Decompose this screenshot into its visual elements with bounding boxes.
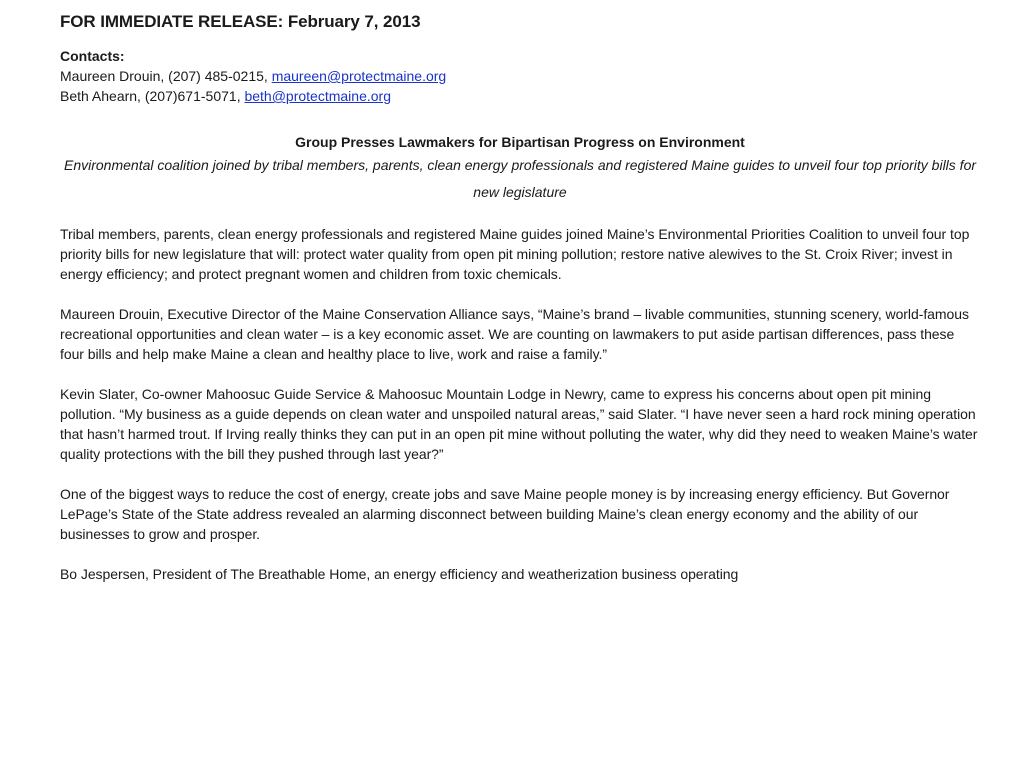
body-paragraph: Tribal members, parents, clean energy professionals and registered Maine guides joined Maine’s Environmental Priorities Coalition to unveil four top priority bills for new legislature that will: protect water quality from open pit mining pollution; restore native alewives to the St. Croix River; invest in energy efficiency; and protect pregnant women and children from toxic chemicals. <box>60 226 970 282</box>
contact-name-phone: Beth Ahearn, (207)671-5071, <box>60 88 245 104</box>
body-paragraph: Kevin Slater, Co-owner Mahoosuc Guide Service & Mahoosuc Mountain Lodge in Newry, came to express his concerns about open pit mining pollution. “My business as a guide depends on clean water and unspoiled natural areas,” said Slater. “I have never seen a hard rock mining operation that hasn’t harmed trout. If Irving really thinks they can put in an open pit mine without polluting the water, why did they need to weaken Maine’s water quality protections with the bill they pushed through last year?” <box>60 386 978 462</box>
contact-email-link[interactable]: maureen@protectmaine.org <box>271 68 447 84</box>
release-date-line: FOR IMMEDIATE RELEASE: February 7, 2013 <box>60 12 421 31</box>
contacts-label: Contacts: <box>60 48 125 64</box>
contact-name-phone: Maureen Drouin, (207) 485-0215, <box>60 68 272 84</box>
contact-email-link[interactable]: beth@protectmaine.org <box>244 88 391 104</box>
contact-line <box>60 86 980 106</box>
body-paragraph: Maureen Drouin, Executive Director of the Maine Conservation Alliance says, “Maine’s brand – livable communities, stunning scenery, world-famous recreational opportunities and clean water – is a key economic asset. We are counting on lawmakers to put aside partisan differences, pass these four bills and help make Maine a clean and healthy place to live, work and raise a family.” <box>60 306 969 362</box>
headline: Group Presses Lawmakers for Bipartisan Progress on Environment <box>295 134 745 150</box>
contacts-block <box>60 46 980 106</box>
body-paragraph: One of the biggest ways to reduce the cost of energy, create jobs and save Maine people money is by increasing energy efficiency. But Governor LePage’s State of the State address revealed an alarming disconnect between building Maine’s clean energy economy and the ability of our businesses to grow and prosper. <box>60 486 950 542</box>
subheadline: Environmental coalition joined by tribal members, parents, clean energy professionals and registered Maine guides to unveil four top priority bills for new legislature <box>63 157 977 200</box>
press-release-page <box>60 12 980 604</box>
body-paragraph: Bo Jespersen, President of The Breathable Home, an energy efficiency and weatherization business operating <box>60 566 739 582</box>
contact-line <box>60 66 980 86</box>
